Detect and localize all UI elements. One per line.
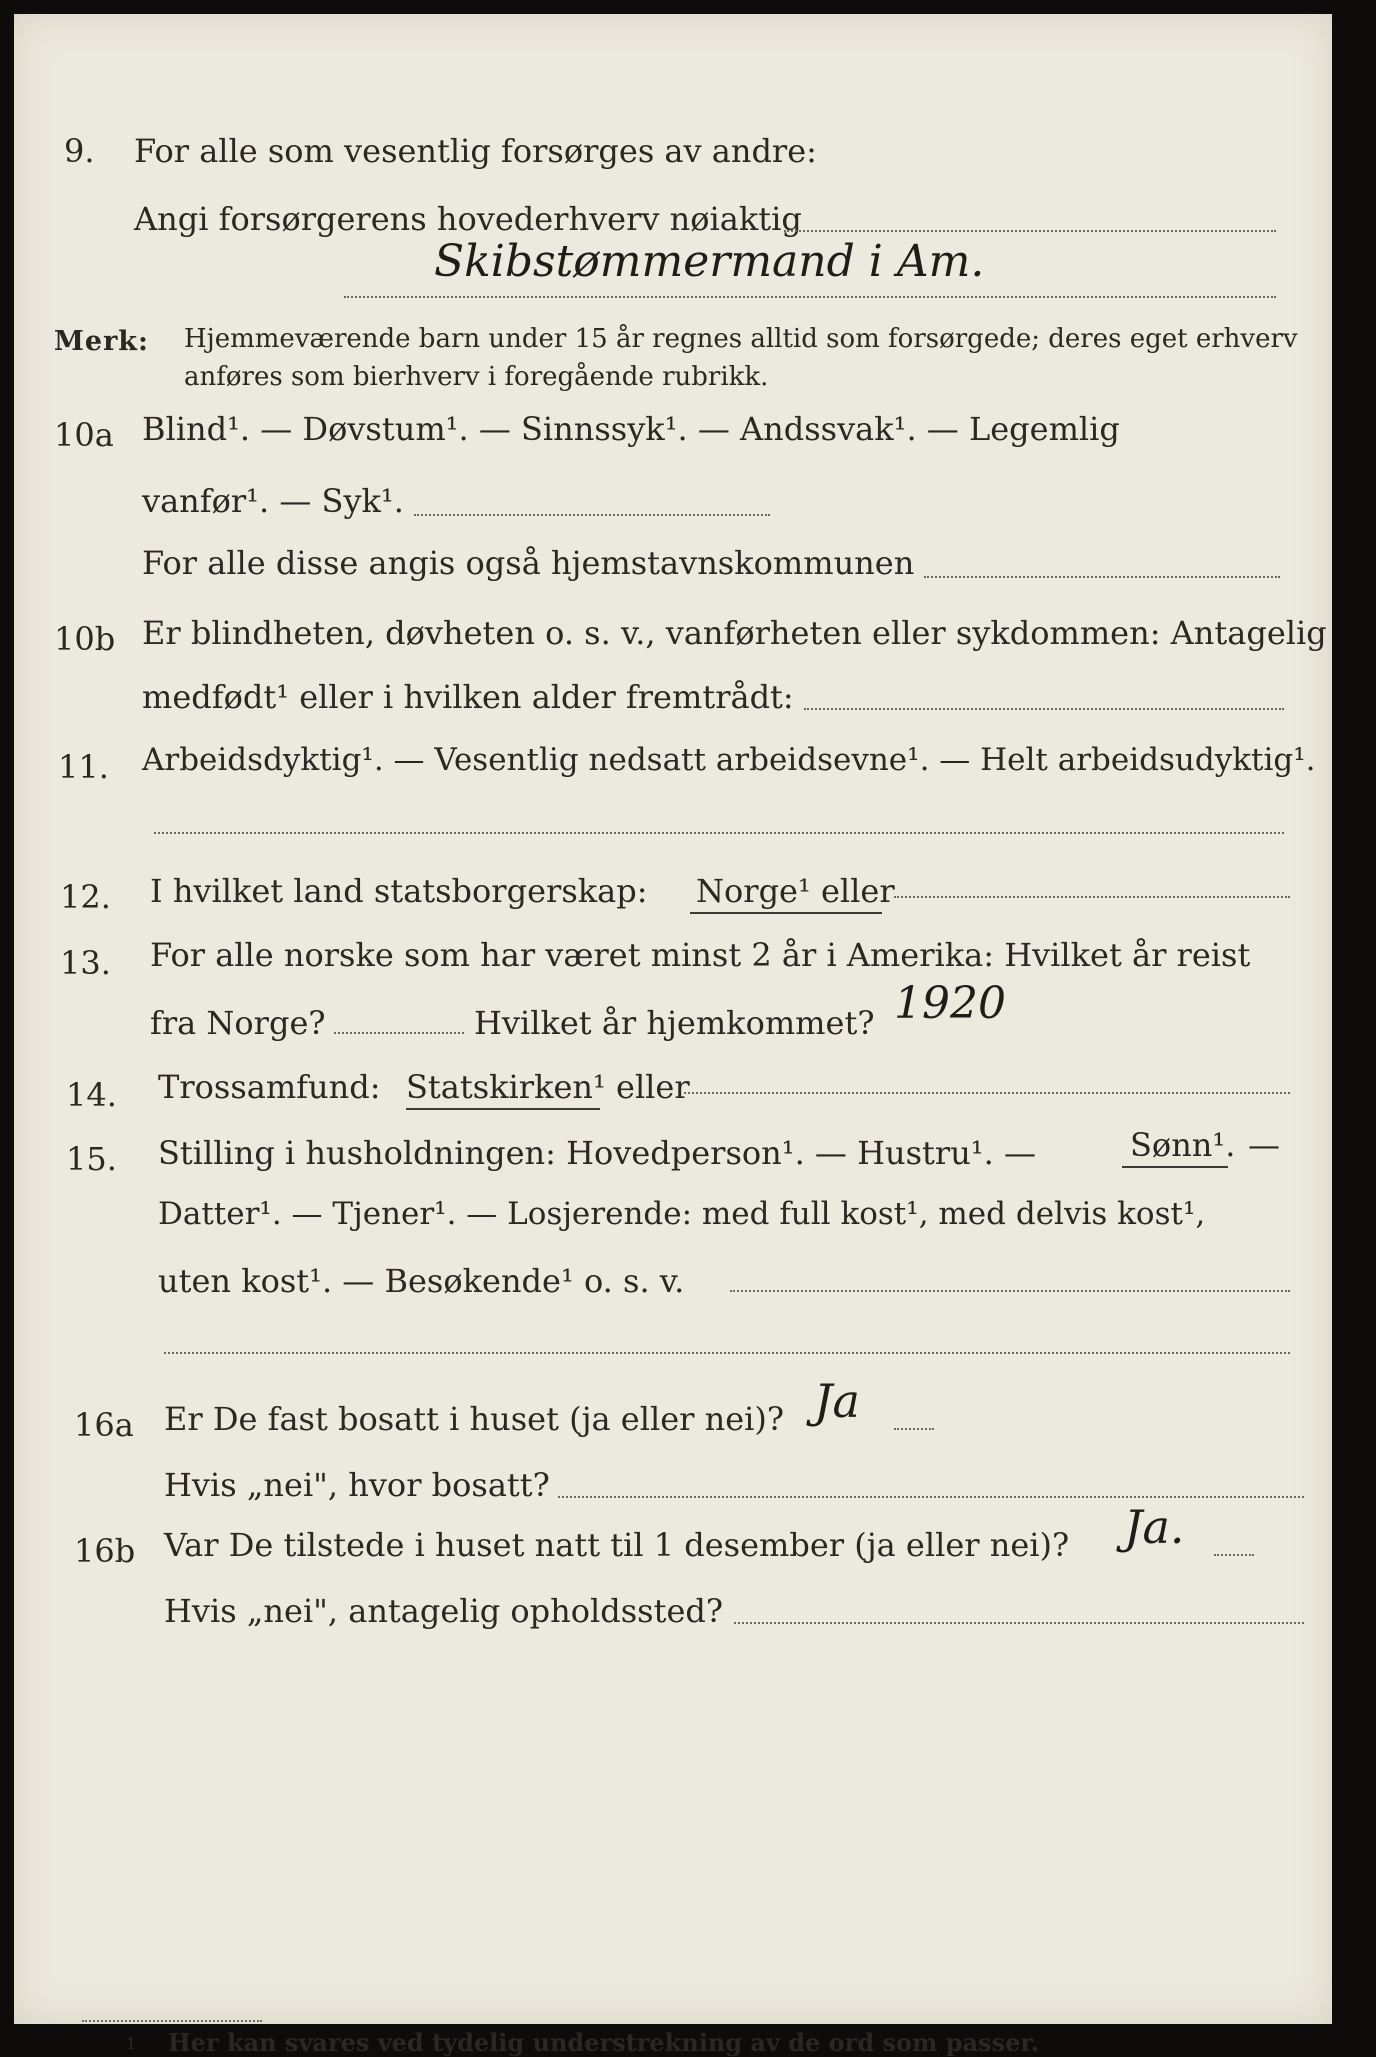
q10b-line2: medfødt¹ eller i hvilken alder fremtrådt: [142, 678, 794, 716]
q11-line1: Arbeidsdyktig¹. — Vesentlig nedsatt arbeidsevne¹. — Helt arbeidsudyktig¹. [142, 742, 1316, 778]
q12-prefix: I hvilket land statsborgerskap: [150, 872, 648, 910]
q13-line1: For alle norske som har været minst 2 år i Amerika: Hvilket år reist [150, 936, 1251, 974]
q15-line2: Datter¹. — Tjener¹. — Losjerende: med full kost¹, med delvis kost¹, [158, 1196, 1206, 1232]
q16a-line1: Er De fast bosatt i huset (ja eller nei)? [164, 1400, 785, 1438]
q9-question-line1: For alle som vesentlig forsørges av andre: [134, 132, 817, 170]
q11-number: 11. [58, 748, 109, 786]
footnote-text: Her kan svares ved tydelig understrekning av de ord som passer. [168, 2028, 1040, 2057]
q15-sonn-choice: Sønn¹. [1130, 1126, 1236, 1164]
q13-line2b: Hvilket år hjemkommet? [474, 1004, 875, 1042]
q10a-line2: vanfør¹. — Syk¹. [142, 482, 404, 520]
q16a-dotted-line [894, 1428, 934, 1430]
q16b-handwritten-answer: Ja. [1124, 1500, 1185, 1554]
q10a-line1: Blind¹. — Døvstum¹. — Sinnssyk¹. — Andssvak¹. — Legemlig [142, 410, 1120, 448]
q15-answer-line [164, 1352, 1290, 1354]
q16b-opholdssted-dotted-line [734, 1622, 1304, 1624]
q9-handwritten-answer: Skibstømmermand i Am. [434, 236, 985, 287]
footnote-separator [82, 2020, 262, 2022]
q9-answer-line [344, 296, 1276, 298]
q14-statskirken-underline [406, 1108, 600, 1110]
q13-number: 13. [60, 944, 111, 982]
q15-line1: Stilling i husholdningen: Hovedperson¹. — Hustru¹. — [158, 1134, 1036, 1172]
q10b-line1: Er blindheten, døvheten o. s. v., vanførheten eller sykdommen: Antagelig [142, 614, 1327, 652]
census-form-page [14, 14, 1332, 2057]
q16b-line1: Var De tilstede i huset natt til 1 desember (ja eller nei)? [164, 1526, 1070, 1564]
q15-dotted-line [730, 1290, 1290, 1292]
q9-question-line2: Angi forsørgerens hovederhverv nøiaktig [134, 200, 802, 238]
q10b-dotted-line [804, 708, 1284, 710]
q12-choice: Norge¹ eller [696, 872, 895, 910]
q14-dotted-line [684, 1092, 1290, 1094]
q13-handwritten-year: 1920 [894, 978, 1006, 1029]
q9-number: 9. [64, 132, 95, 170]
q10a-hjemstavn-dotted-line [924, 576, 1280, 578]
q10b-number: 10b [54, 620, 116, 658]
q10a-number: 10a [54, 416, 114, 454]
q12-norge-underline [690, 912, 882, 914]
q16b-line2: Hvis „nei", antagelig opholdssted? [164, 1592, 724, 1630]
q14-choice: Statskirken¹ eller [406, 1068, 690, 1106]
q16b-number: 16b [74, 1532, 136, 1570]
q16b-dotted-line [1214, 1554, 1254, 1556]
q10a-syk-dotted-line [414, 514, 770, 516]
q11-answer-line [154, 832, 1284, 834]
q16a-handwritten-answer: Ja [814, 1374, 860, 1428]
q15-sonn-underline [1122, 1166, 1228, 1168]
q16a-bosatt-dotted-line [558, 1496, 1304, 1498]
merk-label: Merk: [54, 326, 149, 357]
q15-line3: uten kost¹. — Besøkende¹ o. s. v. [158, 1262, 685, 1300]
q13-line2a: fra Norge? [150, 1004, 326, 1042]
merk-text-line2: anføres som bierhverv i foregående rubrikk. [184, 362, 769, 392]
q12-number: 12. [60, 878, 111, 916]
q14-prefix: Trossamfund: [158, 1068, 381, 1106]
q16a-number: 16a [74, 1406, 134, 1444]
q14-number: 14. [66, 1076, 117, 1114]
q12-dotted-line [894, 896, 1290, 898]
q10a-line3: For alle disse angis også hjemstavnskommunen [142, 544, 915, 582]
merk-text-line1: Hjemmeværende barn under 15 år regnes alltid som forsørgede; deres eget erhverv [184, 324, 1298, 354]
q13-reist-dotted-line [334, 1032, 464, 1034]
q9-dotted-line [784, 230, 1276, 232]
q15-number: 15. [66, 1140, 117, 1178]
footnote-mark: 1 [126, 2034, 137, 2053]
q15-line1-end: — [1248, 1126, 1280, 1164]
q16a-line2: Hvis „nei", hvor bosatt? [164, 1466, 550, 1504]
